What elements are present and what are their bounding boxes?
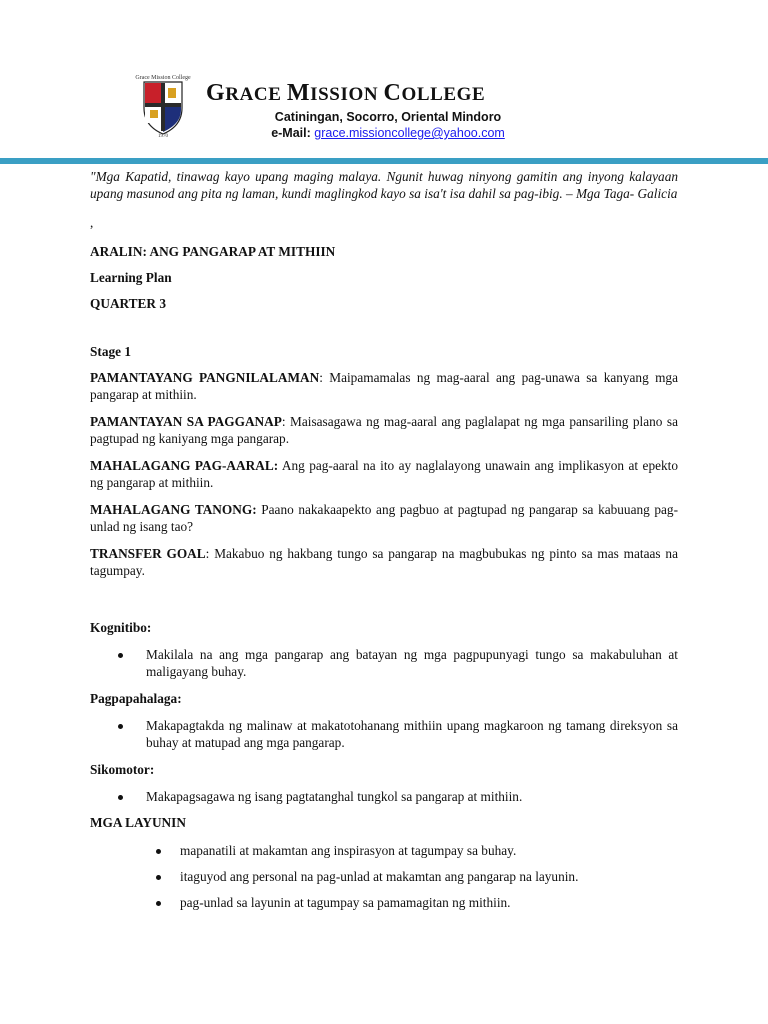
list-item: pag-unlad sa layunin at tagumpay sa pamamagitan ng mithiin. bbox=[156, 894, 678, 911]
aralin-title: ARALIN: ANG PANGARAP AT MITHIIN bbox=[90, 244, 336, 259]
standard-4: MAHALAGANG TANONG: Paano nakakaapekto ang pagbuo at pagtupad ng pangarap sa kabuuang pag-unlad ng isang tao? bbox=[90, 502, 678, 534]
opening-quote: "Mga Kapatid, tinawag kayo upang maging malaya. Ngunit huwag ninyong gamitin ang inyong kalayaan upang masunod ang pita ng laman, kundi maglingkod kayo sa isa't isa dahil sa pag-ibig. – Mga Taga- Galicia bbox=[90, 169, 678, 201]
letterhead bbox=[0, 66, 768, 166]
quarter: QUARTER 3 bbox=[90, 296, 166, 311]
pagpapahalaga-heading: Pagpapahalaga: bbox=[90, 691, 182, 706]
list-item: mapanatili at makamtan ang inspirasyon at tagumpay sa buhay. bbox=[156, 842, 678, 859]
email-link[interactable]: grace.missioncollege@yahoo.com bbox=[314, 126, 505, 140]
standard-5: TRANSFER GOAL: Makabuo ng hakbang tungo sa pangarap na magbubukas ng pinto sa mas mataas na tagumpay. bbox=[90, 546, 678, 578]
list-item: itaguyod ang personal na pag-unlad at makamtan ang pangarap na layunin. bbox=[156, 868, 678, 885]
pagpapahalaga-list bbox=[90, 717, 678, 751]
list-item: Makapagtakda ng malinaw at makatotohanang mithiin upang magkaroon ng tamang direksyon sa buhay at matupad ang mga pangarap. bbox=[118, 717, 678, 751]
sikomotor-list bbox=[90, 788, 678, 805]
college-seal-icon bbox=[128, 70, 198, 138]
list-item: Makilala na ang mga pangarap ang batayan ng mga pagpupunyagi tungo sa makabuluhan at maligayang buhay. bbox=[118, 646, 678, 680]
layunin-heading: MGA LAYUNIN bbox=[90, 815, 186, 830]
stray-comma: , bbox=[90, 215, 94, 230]
document-body bbox=[90, 168, 678, 920]
college-address: Catiningan, Socorro, Oriental Mindoro bbox=[274, 110, 502, 124]
standard-1: PAMANTAYANG PANGNILALAMAN: Maipamamalas ng mag-aaral ang pag-unawa sa kanyang mga pangarap at mithiin. bbox=[90, 370, 678, 402]
list-item: Makapagsagawa ng isang pagtatanghal tungkol sa pangarap at mithiin. bbox=[118, 788, 678, 805]
seal-text: Grace Mission College bbox=[135, 75, 191, 81]
email-line bbox=[200, 126, 576, 140]
stage: Stage 1 bbox=[90, 344, 131, 359]
learning-plan: Learning Plan bbox=[90, 270, 172, 285]
header-rule bbox=[0, 158, 768, 164]
layunin-list bbox=[90, 842, 678, 911]
kognitibo-heading: Kognitibo: bbox=[90, 620, 152, 635]
seal-year: 1970 bbox=[158, 134, 168, 138]
sikomotor-heading: Sikomotor: bbox=[90, 762, 155, 777]
college-name: GRACE MISSION COLLEGE bbox=[206, 80, 486, 106]
email-label: e-Mail: bbox=[271, 126, 315, 140]
kognitibo-list bbox=[90, 646, 678, 680]
standard-2: PAMANTAYAN SA PAGGANAP: Maisasagawa ng mag-aaral ang paglalapat ng mga pansariling plano sa pagtupad ng kaniyang mga pangarap. bbox=[90, 414, 678, 446]
standard-3: MAHALAGANG PAG-AARAL: Ang pag-aaral na ito ay naglalayong unawain ang implikasyon at epekto ng pangarap at mithiin. bbox=[90, 458, 678, 490]
